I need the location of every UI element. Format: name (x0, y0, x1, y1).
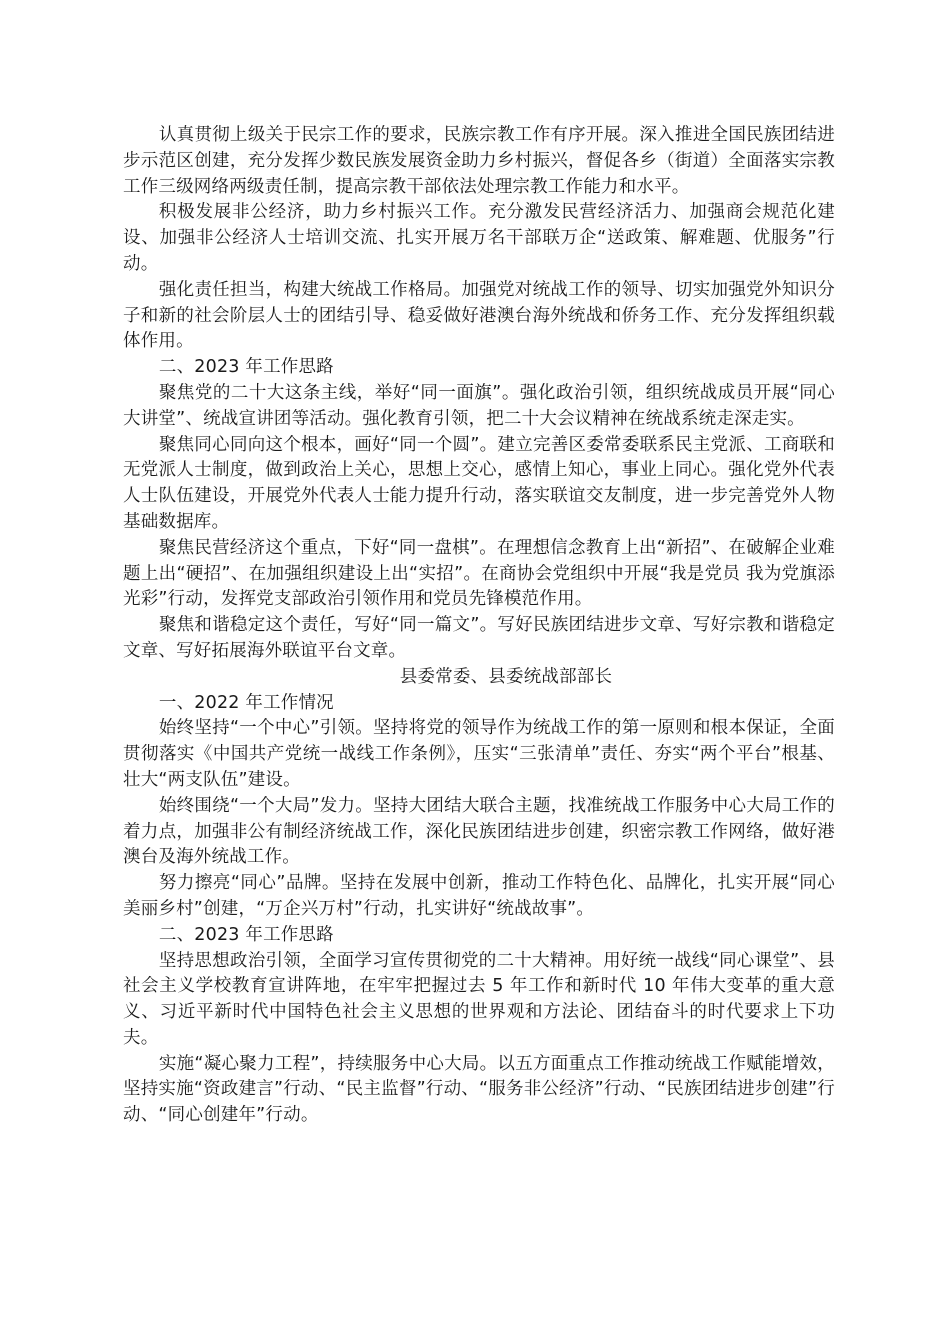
paragraph-tongxin-brand: 努力擦亮“同心”品牌。坚持在发展中创新，推动工作特色化、品牌化，扎实开展“同心美丽乡村”创建，“万企兴万村”行动，扎实讲好“统战故事”。 (123, 873, 835, 919)
paragraph-united-front-structure: 强化责任担当，构建大统战工作格局。加强党对统战工作的领导、切实加强党外知识分子和新的社会阶层人士的团结引导、稳妥做好港澳台海外统战和侨务工作、充分发挥组织载体作用。 (123, 279, 835, 352)
paragraph-one-center: 始终坚持“一个中心”引领。坚持将党的领导作为统战工作的第一原则和根本保证，全面贯彻落实《中国共产党统一战线工作条例》，压实“三张清单”责任、夯实“两个平台”根基、壮大“两支队伍”建设。 (123, 718, 835, 790)
paragraph-same-heart: 聚焦同心同向这个根本，画好“同一个圆”。建立完善区委常委联系民主党派、工商联和无党派人士制度，做到政治上关心，思想上交心，感情上知心，事业上同心。强化党外代表人士队伍建设，开展党外代表人士能力提升行动，落实联谊交友制度，进一步完善党外人物基础数据库。 (123, 434, 835, 532)
paragraph-overall-situation: 始终围绕“一个大局”发力。坚持大团结大联合主题，找准统战工作服务中心大局工作的着力点，加强非公有制经济统战工作，深化民族团结进步创建，织密宗教工作网络，做好港澳台及海外统战工作。 (123, 795, 835, 868)
paragraph-political-guidance: 坚持思想政治引领，全面学习宣传贯彻党的二十大精神。用好统一战线“同心课堂”、县社会主义学校教育宣讲阵地，在牢牢把握过去 5 年工作和新时代 10 年伟大变革的重大意义、习近平新时代中国特色社会主义思想的世界观和方法论、团结奋斗的时代要求上下功夫。 (123, 950, 835, 1048)
speaker-title: 县委常委、县委统战部部长 (399, 666, 613, 687)
paragraph-ethnic-religious-work: 认真贯彻上级关于民宗工作的要求，民族宗教工作有序开展。深入推进全国民族团结进步示范区创建，充分发挥少数民族发展资金助力乡村振兴，督促各乡（街道）全面落实宗教工作三级网络两级责任制，提高宗教干部依法处理宗教工作能力和水平。 (123, 125, 835, 197)
section-heading-2022-work: 一、2022 年工作情况 (158, 692, 334, 713)
paragraph-private-economy: 聚焦民营经济这个重点，下好“同一盘棋”。在理想信念教育上出“新招”、在破解企业难题上出“硬招”、在加强组织建设上出“实招”。在商协会党组织中开展“我是党员 我为党旗添光彩”行动，发挥党支部政治引领作用和党员先锋模范作用。 (123, 537, 835, 610)
paragraph-cohesion-project: 实施“凝心聚力工程”，持续服务中心大局。以五方面重点工作推动统战工作赋能增效，坚持实施“资政建言”行动、“民主监督”行动、“服务非公经济”行动、“民族团结进步创建”行动、“同心创建年”行动。 (123, 1053, 835, 1126)
paragraph-main-line: 聚焦党的二十大这条主线，举好“同一面旗”。强化政治引领，组织统战成员开展“同心大讲堂”、统战宣讲团等活动。强化教育引领，把二十大会议精神在统战系统走深走实。 (123, 382, 835, 429)
paragraph-non-public-economy: 积极发展非公经济，助力乡村振兴工作。充分激发民营经济活力、加强商会规范化建设、加强非公经济人士培训交流、扎实开展万名干部联万企“送政策、解难题、优服务”行动。 (123, 202, 835, 274)
section-heading-2023-ideas-second: 二、2023 年工作思路 (158, 924, 334, 945)
paragraph-harmony-stability: 聚焦和谐稳定这个责任，写好“同一篇文”。写好民族团结进步文章、写好宗教和谐稳定文章、写好拓展海外联谊平台文章。 (123, 615, 835, 661)
document-page (123, 123, 835, 1129)
section-heading-2023-ideas: 二、2023 年工作思路 (158, 357, 334, 378)
